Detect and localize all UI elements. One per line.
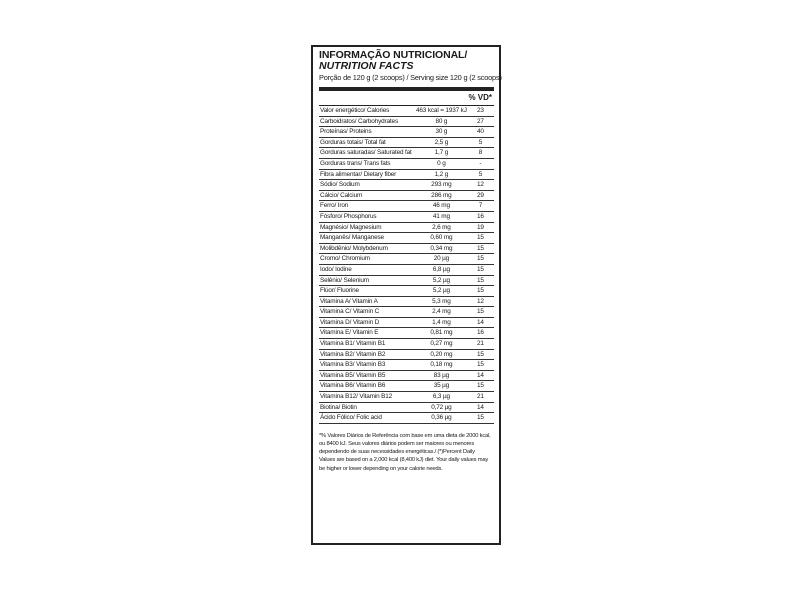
nutrient-row — [319, 222, 494, 233]
nutrient-name: Vitamina B6/ Vitamin B6 — [319, 381, 416, 392]
nutrient-name: Vitamina A/ Vitamin A — [319, 296, 416, 307]
nutrient-amount: 35 µg — [416, 381, 467, 392]
nutrient-name: Vitamina B1/ Vitamin B1 — [319, 339, 416, 350]
nutrient-row — [319, 233, 494, 244]
nutrient-row — [319, 402, 494, 413]
nutrient-row — [319, 392, 494, 403]
nutrient-name: Fibra alimentar/ Dietary fiber — [319, 169, 416, 180]
nutrition-table — [319, 106, 494, 424]
nutrient-amount: 1,4 mg — [416, 317, 467, 328]
vd-header: % VD* — [468, 93, 492, 102]
nutrient-row — [319, 116, 494, 127]
nutrient-amount: 286 mg — [416, 190, 467, 201]
nutrient-name: Valor energético/ Calories — [319, 106, 416, 116]
nutrient-amount: 0,60 mg — [416, 233, 467, 244]
nutrient-name: Iodo/ Iodine — [319, 264, 416, 275]
nutrient-vd: 15 — [467, 233, 494, 244]
nutrient-row — [319, 106, 494, 116]
nutrient-row — [319, 328, 494, 339]
nutrient-row — [319, 317, 494, 328]
nutrient-amount: 0 g — [416, 158, 467, 169]
nutrient-vd: 15 — [467, 286, 494, 297]
nutrient-row — [319, 201, 494, 212]
nutrient-amount: 2,6 mg — [416, 222, 467, 233]
nutrient-vd: 15 — [467, 360, 494, 371]
nutrient-name: Gorduras totais/ Total fat — [319, 137, 416, 148]
nutrient-row — [319, 127, 494, 138]
nutrient-row — [319, 413, 494, 424]
nutrient-amount: 0,27 mg — [416, 339, 467, 350]
nutrient-name: Cromo/ Chromium — [319, 254, 416, 265]
title-portuguese: INFORMAÇÃO NUTRICIONAL/ — [319, 49, 468, 61]
nutrient-row — [319, 264, 494, 275]
nutrient-vd: 15 — [467, 254, 494, 265]
nutrient-vd: 23 — [467, 106, 494, 116]
nutrient-vd: 15 — [467, 349, 494, 360]
nutrient-row — [319, 360, 494, 371]
nutrient-vd: 7 — [467, 201, 494, 212]
nutrient-name: Proteínas/ Proteins — [319, 127, 416, 138]
title-english: NUTRITION FACTS — [319, 60, 414, 72]
nutrient-row — [319, 158, 494, 169]
nutrient-name: Gorduras trans/ Trans fats — [319, 158, 416, 169]
nutrient-name: Selênio/ Selenium — [319, 275, 416, 286]
nutrient-vd: - — [467, 158, 494, 169]
nutrient-row — [319, 370, 494, 381]
nutrient-name: Vitamina B5/ Vitamin B5 — [319, 370, 416, 381]
nutrient-amount: 1,7 g — [416, 148, 467, 159]
nutrient-amount: 0,72 µg — [416, 402, 467, 413]
nutrient-amount: 6,8 µg — [416, 264, 467, 275]
nutrient-vd: 15 — [467, 243, 494, 254]
nutrient-name: Ácido Fólico/ Folic acid — [319, 413, 416, 424]
nutrient-name: Carboidratos/ Carbohydrates — [319, 116, 416, 127]
nutrient-vd: 5 — [467, 169, 494, 180]
nutrient-name: Vitamina B3/ Vitamin B3 — [319, 360, 416, 371]
nutrient-vd: 5 — [467, 137, 494, 148]
nutrient-row — [319, 296, 494, 307]
nutrient-vd: 21 — [467, 339, 494, 350]
nutrient-vd: 21 — [467, 392, 494, 403]
nutrient-amount: 83 µg — [416, 370, 467, 381]
vd-header-row — [319, 91, 494, 106]
nutrient-name: Gorduras saturadas/ Saturated fat — [319, 148, 416, 159]
nutrient-vd: 16 — [467, 328, 494, 339]
nutrient-row — [319, 169, 494, 180]
nutrient-name: Biotina/ Biotin — [319, 402, 416, 413]
nutrient-name: Cálcio/ Calcium — [319, 190, 416, 201]
nutrient-row — [319, 211, 494, 222]
nutrient-name: Vitamina E/ Vitamin E — [319, 328, 416, 339]
nutrient-vd: 8 — [467, 148, 494, 159]
nutrient-amount: 0,36 µg — [416, 413, 467, 424]
nutrient-row — [319, 137, 494, 148]
nutrient-amount: 0,34 mg — [416, 243, 467, 254]
nutrient-vd: 29 — [467, 190, 494, 201]
nutrient-amount: 1,2 g — [416, 169, 467, 180]
nutrient-row — [319, 307, 494, 318]
nutrient-vd: 15 — [467, 413, 494, 424]
nutrient-row — [319, 275, 494, 286]
nutrient-amount: 6,3 µg — [416, 392, 467, 403]
nutrient-name: Vitamina B2/ Vitamin B2 — [319, 349, 416, 360]
nutrient-amount: 0,18 mg — [416, 360, 467, 371]
nutrient-name: Magnésio/ Magnesium — [319, 222, 416, 233]
nutrient-amount: 463 kcal = 1937 kJ — [416, 106, 467, 116]
serving-size: Porção de 120 g (2 scoops) / Serving size 120 g (2 scoops) — [319, 73, 494, 91]
footnote: *% Valores Diários de Referência com base em uma dieta de 2000 kcal, ou 8400 kJ. Seus valores diários podem ser maiores ou menores dependendo de suas necessidades energéticas./ (*)Percent Daily Values are based on a 2,000 kcal (8,400 kJ) diet. Your daily values may be higher or lower depending on your calorie needs. — [319, 432, 491, 472]
nutrient-amount: 0,81 mg — [416, 328, 467, 339]
nutrient-vd: 14 — [467, 370, 494, 381]
nutrient-amount: 5,2 µg — [416, 275, 467, 286]
nutrient-vd: 15 — [467, 381, 494, 392]
nutrient-amount: 46 mg — [416, 201, 467, 212]
nutrient-vd: 12 — [467, 180, 494, 191]
nutrient-vd: 12 — [467, 296, 494, 307]
nutrient-amount: 293 mg — [416, 180, 467, 191]
nutrient-name: Vitamina C/ Vitamin C — [319, 307, 416, 318]
nutrient-amount: 41 mg — [416, 211, 467, 222]
nutrient-vd: 15 — [467, 275, 494, 286]
nutrient-name: Manganês/ Manganese — [319, 233, 416, 244]
nutrient-name: Molibdênio/ Molybdenum — [319, 243, 416, 254]
nutrient-row — [319, 349, 494, 360]
nutrient-name: Vitamina B12/ Vitamin B12 — [319, 392, 416, 403]
nutrient-name: Flúor/ Fluorine — [319, 286, 416, 297]
nutrient-amount: 2,5 g — [416, 137, 467, 148]
nutrient-vd: 15 — [467, 307, 494, 318]
nutrient-vd: 19 — [467, 222, 494, 233]
nutrient-row — [319, 254, 494, 265]
nutrient-vd: 15 — [467, 264, 494, 275]
nutrient-name: Vitamina D/ Vitamin D — [319, 317, 416, 328]
nutrient-row — [319, 243, 494, 254]
nutrient-amount: 0,20 mg — [416, 349, 467, 360]
nutrient-vd: 16 — [467, 211, 494, 222]
nutrient-vd: 14 — [467, 317, 494, 328]
nutrient-row — [319, 148, 494, 159]
nutrient-vd: 40 — [467, 127, 494, 138]
nutrient-vd: 14 — [467, 402, 494, 413]
nutrition-facts-panel — [311, 45, 501, 545]
nutrient-amount: 20 µg — [416, 254, 467, 265]
nutrient-amount: 30 g — [416, 127, 467, 138]
nutrient-name: Ferro/ Iron — [319, 201, 416, 212]
nutrient-name: Fósforo/ Phosphorus — [319, 211, 416, 222]
nutrient-amount: 80 g — [416, 116, 467, 127]
nutrient-row — [319, 190, 494, 201]
nutrient-name: Sódio/ Sodium — [319, 180, 416, 191]
nutrient-vd: 27 — [467, 116, 494, 127]
nutrient-row — [319, 286, 494, 297]
nutrient-amount: 5,2 µg — [416, 286, 467, 297]
nutrient-row — [319, 180, 494, 191]
nutrient-row — [319, 381, 494, 392]
nutrient-amount: 2,4 mg — [416, 307, 467, 318]
nutrient-row — [319, 339, 494, 350]
nutrient-amount: 5,3 mg — [416, 296, 467, 307]
